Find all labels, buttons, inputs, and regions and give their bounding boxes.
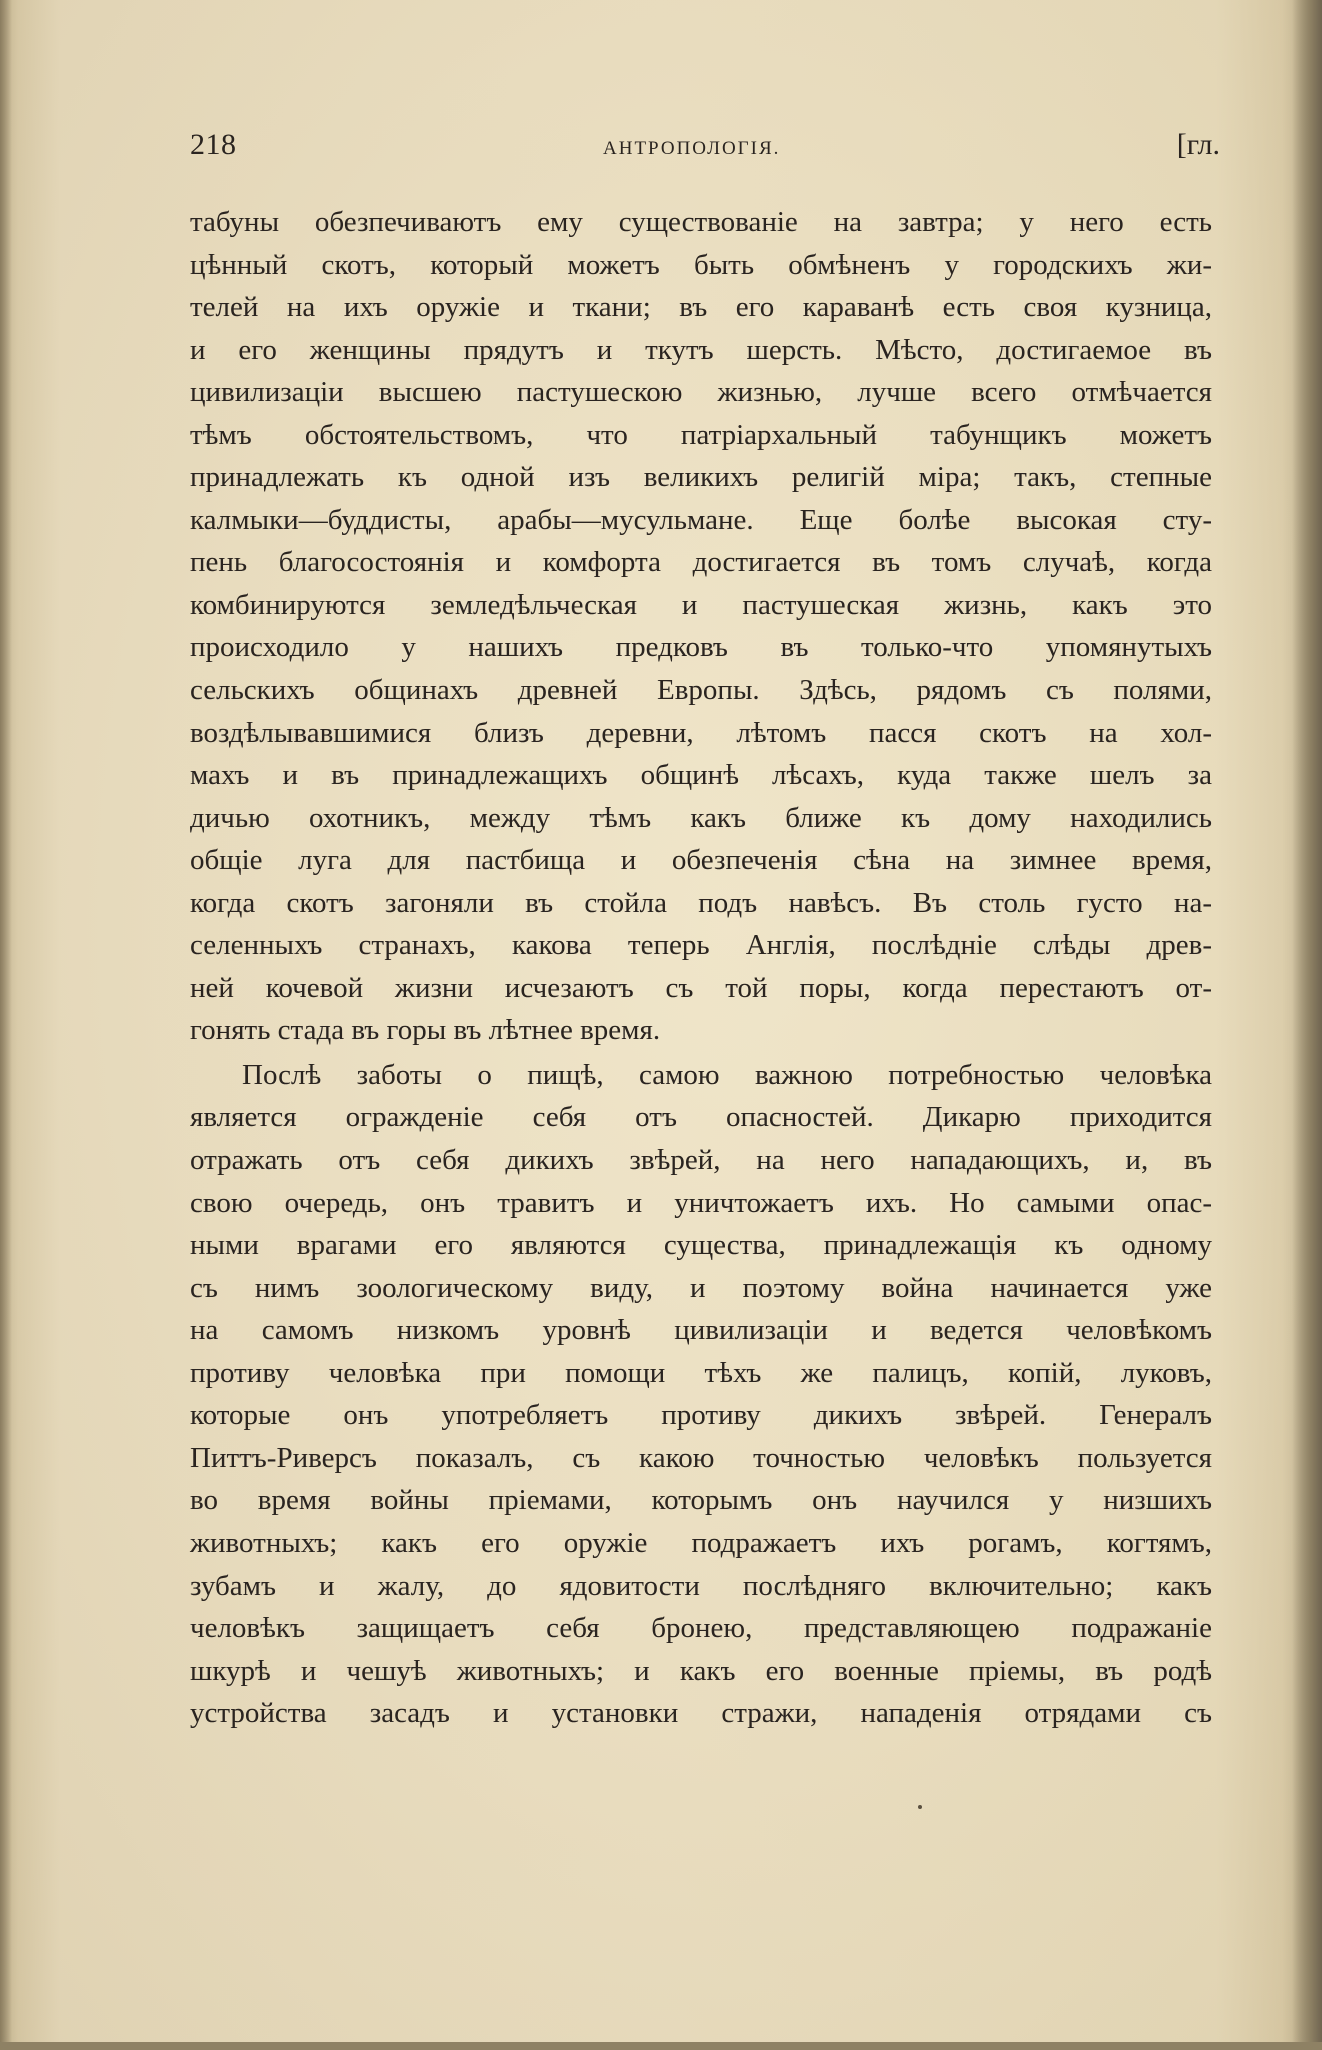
text-line: тѣмъ обстоятельствомъ, что патріархальный табунщикъ можетъ: [190, 418, 1212, 451]
text-line: общіе луга для пастбища и обезпеченія сѣна на зимнее время,: [190, 844, 1212, 877]
text-line: принадлежать къ одной изъ великихъ религій міра; такъ, степные: [190, 461, 1212, 494]
text-line: дичью охотникъ, между тѣмъ какъ ближе къ дому находились: [190, 801, 1212, 834]
text-line: пень благосостоянія и комфорта достигается въ томъ случаѣ, когда: [190, 546, 1212, 579]
text-line: сельскихъ общинахъ древней Европы. Здѣсь, рядомъ съ полями,: [190, 674, 1212, 707]
text-line: во время войны пріемами, которымъ онъ научился у низшихъ: [190, 1484, 1212, 1517]
page-right-edge: [1292, 0, 1322, 2050]
text-line: калмыки—буддисты, арабы—мусульмане. Еще болѣе высокая сту-: [190, 503, 1212, 536]
text-line: селенныхъ странахъ, какова теперь Англія, послѣдніе слѣды древ-: [190, 929, 1212, 962]
text-line: табуны обезпечиваютъ ему существованіе на завтра; у него есть: [190, 206, 1212, 238]
page-bottom-edge: [0, 2042, 1322, 2050]
text-line: свою очередь, онъ травитъ и уничтожаетъ ихъ. Но самыми опас-: [190, 1186, 1212, 1219]
text-line: человѣкъ защищаетъ себя бронею, представляющею подражаніе: [190, 1612, 1212, 1645]
running-title: АНТРОПОЛОГІЯ.: [603, 138, 781, 159]
text-line: ными врагами его являются существа, принадлежащія къ одному: [190, 1229, 1212, 1262]
text-line: Послѣ заботы о пищѣ, самою важною потребностью человѣка: [242, 1058, 1212, 1091]
text-line: происходило у нашихъ предковъ въ только-что упомянутыхъ: [190, 631, 1212, 664]
page-header: [190, 128, 1220, 168]
text-line: гонять стада въ горы въ лѣтнее время.: [190, 1014, 661, 1047]
body-text: [190, 201, 1212, 1735]
text-line: является огражденіе себя отъ опасностей. Дикарю приходится: [190, 1101, 1212, 1134]
text-line: животныхъ; какъ его оружіе подражаетъ ихъ рогамъ, когтямъ,: [190, 1526, 1212, 1559]
text-line: воздѣлывавшимися близъ деревни, лѣтомъ пасся скотъ на хол-: [190, 716, 1212, 749]
page-left-edge: [0, 0, 12, 2050]
text-line: съ нимъ зоологическому виду, и поэтому война начинается уже: [190, 1271, 1212, 1304]
text-line: цѣнный скотъ, который можетъ быть обмѣненъ у городскихъ жи-: [190, 248, 1212, 281]
chapter-mark: [гл.: [1176, 128, 1220, 161]
text-line: шкурѣ и чешуѣ животныхъ; и какъ его военные пріемы, въ родѣ: [190, 1654, 1212, 1687]
text-line: махъ и въ принадлежащихъ общинѣ лѣсахъ, куда также шелъ за: [190, 759, 1212, 792]
text-line: цивилизаціи высшею пастушескою жизнью, лучше всего отмѣчается: [190, 376, 1212, 409]
text-line: когда скотъ загоняли въ стойла подъ навѣсъ. Въ столь густо на-: [190, 886, 1212, 919]
text-line: комбинируются земледѣльческая и пастушеская жизнь, какъ это: [190, 588, 1212, 621]
paragraph-1: [190, 201, 1212, 1052]
text-line: противу человѣка при помощи тѣхъ же палицъ, копій, луковъ,: [190, 1356, 1212, 1389]
text-line: на самомъ низкомъ уровнѣ цивилизаціи и ведется человѣкомъ: [190, 1314, 1212, 1347]
text-line: которые онъ употребляетъ противу дикихъ звѣрей. Генералъ: [190, 1399, 1212, 1432]
paragraph-2: [190, 1054, 1212, 1735]
text-line: Питтъ-Риверсъ показалъ, съ какою точностью человѣкъ пользуется: [190, 1441, 1212, 1474]
paper-speck: [918, 1805, 922, 1809]
page-number: 218: [190, 128, 237, 161]
text-line: телей на ихъ оружіе и ткани; въ его караванѣ есть своя кузница,: [190, 291, 1212, 324]
text-line: устройства засадъ и установки стражи, нападенія отрядами съ: [190, 1697, 1212, 1730]
text-line: зубамъ и жалу, до ядовитости послѣдняго включительно; какъ: [190, 1569, 1212, 1602]
text-line: и его женщины прядутъ и ткутъ шерсть. Мѣсто, достигаемое въ: [190, 333, 1212, 366]
text-line: ней кочевой жизни исчезаютъ съ той поры, когда перестаютъ от-: [190, 971, 1212, 1004]
text-line: отражать отъ себя дикихъ звѣрей, на него нападающихъ, и, въ: [190, 1144, 1212, 1177]
